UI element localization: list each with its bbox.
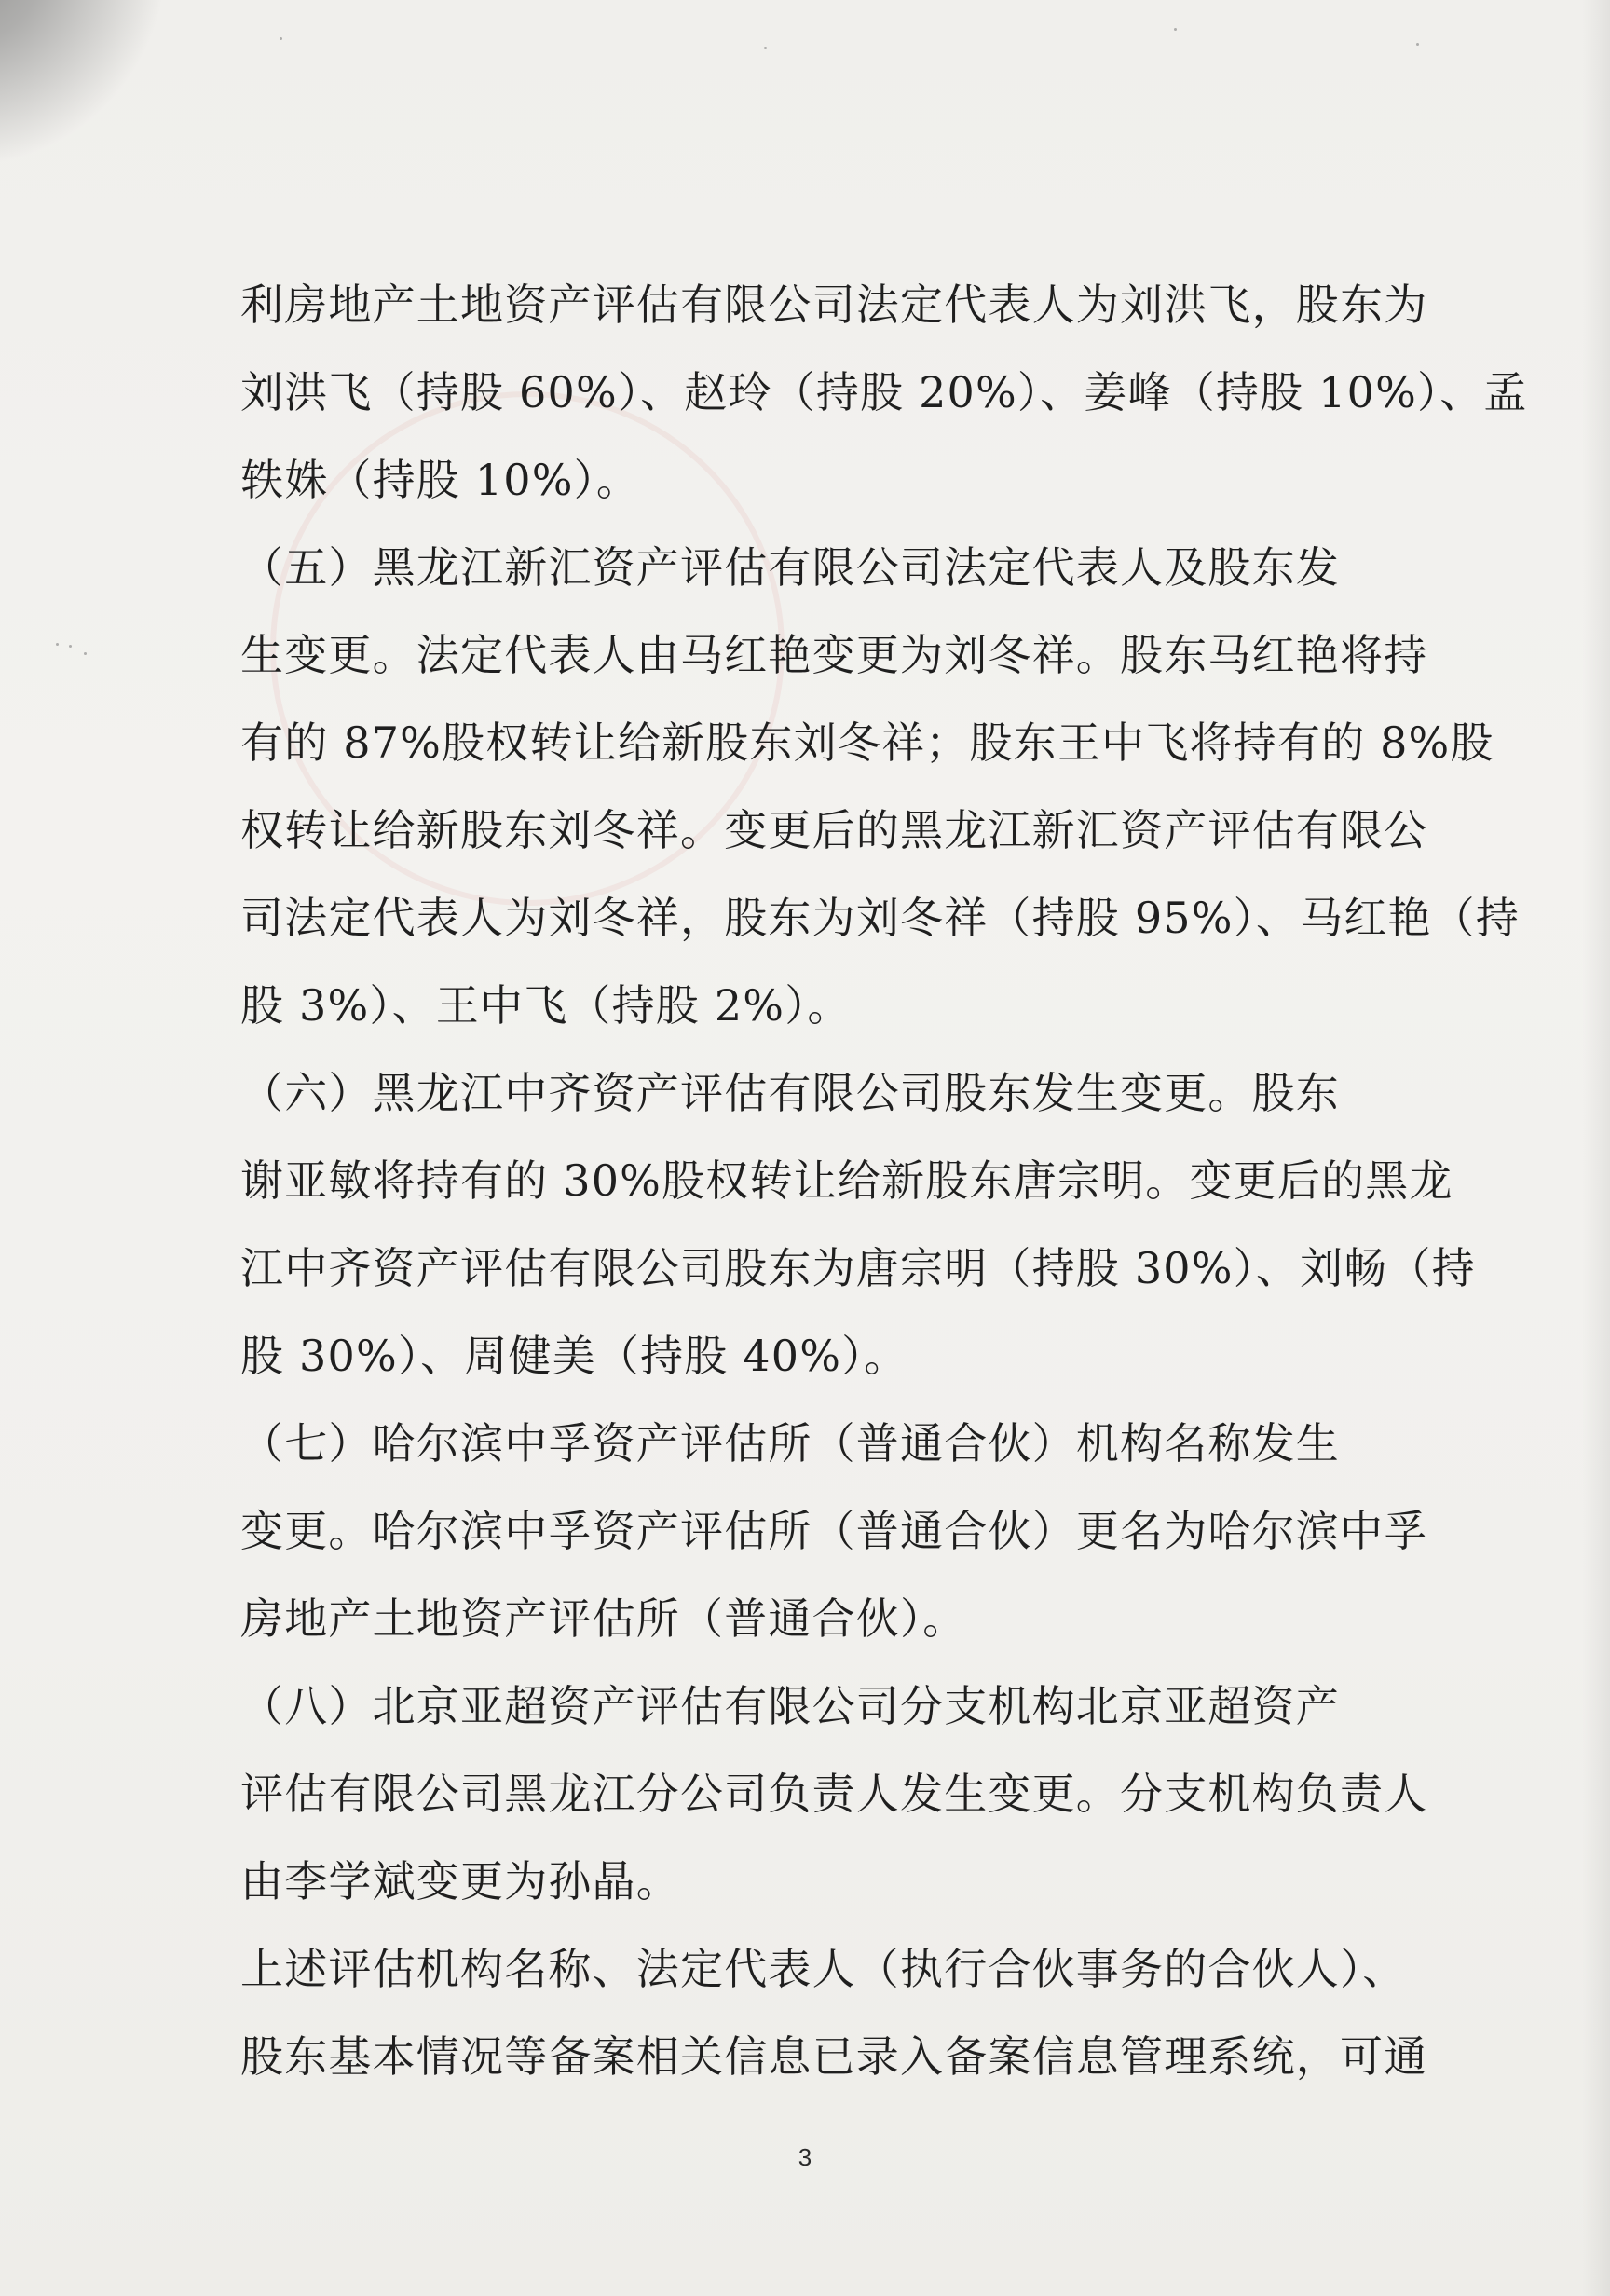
text-line: 谢亚敏将持有的 30%股权转让给新股东唐宗明。变更后的黑龙 bbox=[240, 1155, 1453, 1206]
text-line: （七）哈尔滨中孚资产评估所（普通合伙）机构名称发生 bbox=[240, 1418, 1340, 1469]
scan-speckle bbox=[764, 47, 767, 49]
text-line: 利房地产土地资产评估有限公司法定代表人为刘洪飞，股东为 bbox=[240, 280, 1428, 330]
text-line: （五）黑龙江新汇资产评估有限公司法定代表人及股东发 bbox=[240, 542, 1340, 593]
text-line: 房地产土地资产评估所（普通合伙）。 bbox=[240, 1593, 967, 1644]
text-line: （八）北京亚超资产评估有限公司分支机构北京亚超资产 bbox=[240, 1681, 1340, 1731]
text-line: 股 30%）、周健美（持股 40%）。 bbox=[240, 1331, 908, 1381]
scan-speckle bbox=[84, 652, 87, 655]
text-line: 生变更。法定代表人由马红艳变更为刘冬祥。股东马红艳将持 bbox=[240, 630, 1428, 680]
scan-edge-shadow bbox=[1582, 0, 1610, 2296]
scan-speckle bbox=[56, 643, 59, 646]
text-line: 上述评估机构名称、法定代表人（执行合伙事务的合伙人）、 bbox=[240, 1944, 1407, 1994]
scan-speckle bbox=[69, 645, 72, 648]
page-number: 3 bbox=[798, 2143, 812, 2171]
text-line: 轶姝（持股 10%）。 bbox=[240, 455, 641, 505]
body-text bbox=[240, 261, 1528, 2100]
scan-speckle bbox=[280, 37, 282, 40]
scan-speckle bbox=[1416, 43, 1419, 46]
text-line: 变更。哈尔滨中孚资产评估所（普通合伙）更名为哈尔滨中孚 bbox=[240, 1506, 1428, 1556]
scan-corner-shadow bbox=[0, 0, 168, 168]
text-line: （六）黑龙江中齐资产评估有限公司股东发生变更。股东 bbox=[240, 1068, 1340, 1118]
text-line: 江中齐资产评估有限公司股东为唐宗明（持股 30%）、刘畅（持 bbox=[240, 1243, 1476, 1293]
text-line: 权转让给新股东刘冬祥。变更后的黑龙江新汇资产评估有限公 bbox=[240, 805, 1428, 855]
text-line: 评估有限公司黑龙江分公司负责人发生变更。分支机构负责人 bbox=[240, 1769, 1428, 1819]
text-line: 司法定代表人为刘冬祥，股东为刘冬祥（持股 95%）、马红艳（持 bbox=[240, 893, 1521, 943]
text-line: 股 3%）、王中飞（持股 2%）。 bbox=[240, 980, 852, 1031]
text-line: 由李学斌变更为孙晶。 bbox=[240, 1856, 680, 1906]
scan-speckle bbox=[1174, 28, 1177, 31]
text-line: 有的 87%股权转让给新股东刘冬祥；股东王中飞将持有的 8%股 bbox=[240, 718, 1494, 768]
text-line: 刘洪飞（持股 60%）、赵玲（持股 20%）、姜峰（持股 10%）、孟 bbox=[240, 367, 1528, 417]
text-line: 股东基本情况等备案相关信息已录入备案信息管理系统，可通 bbox=[240, 2031, 1428, 2082]
